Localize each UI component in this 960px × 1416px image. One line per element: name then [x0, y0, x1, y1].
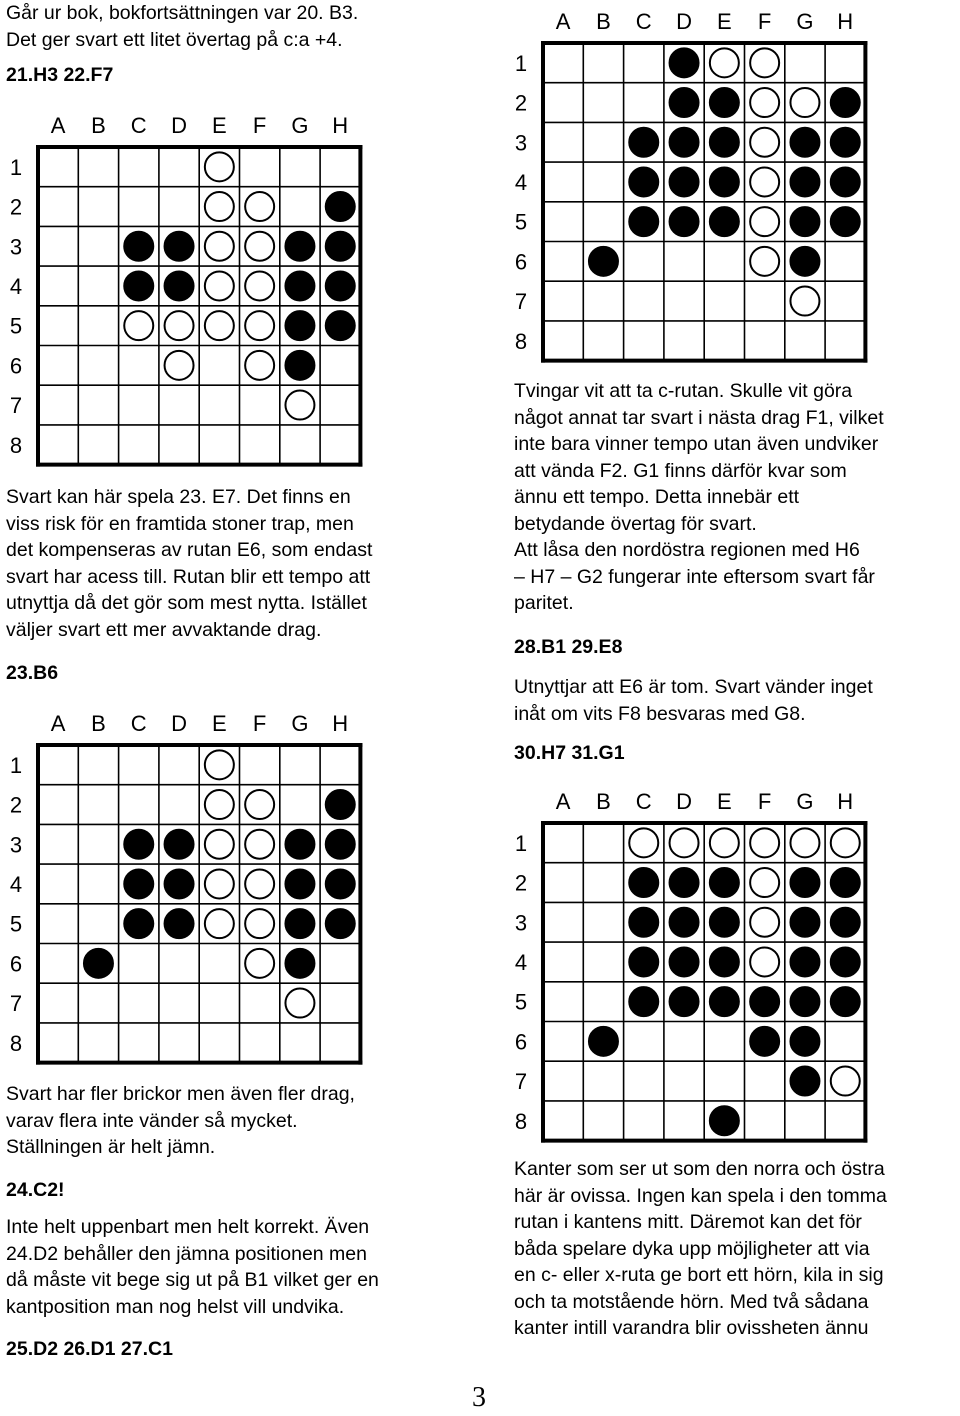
- row-label: 3: [514, 910, 528, 936]
- row-label: 5: [514, 989, 528, 1015]
- white-disc: [790, 828, 819, 857]
- white-disc: [245, 271, 274, 300]
- black-disc: [710, 868, 739, 897]
- intro-paragraph: Går ur bok, bokfortsättningen var 20. B3. Det ger svart ett litet övertag på c:a +4.: [6, 2, 359, 51]
- row-label: 5: [514, 209, 528, 235]
- black-disc: [165, 232, 194, 261]
- black-disc: [670, 868, 699, 897]
- page-number: 3: [472, 1382, 486, 1413]
- row-label: 2: [9, 194, 23, 220]
- black-disc: [670, 167, 699, 196]
- row-label: 3: [514, 130, 528, 156]
- row-label: 3: [9, 832, 23, 858]
- column-label: E: [212, 711, 227, 736]
- black-disc: [710, 947, 739, 976]
- othello-board-svg: [505, 0, 875, 380]
- white-disc: [245, 311, 274, 340]
- black-disc: [84, 949, 113, 978]
- row-label: 2: [9, 792, 23, 818]
- black-disc: [285, 351, 314, 380]
- column-label: H: [332, 113, 349, 138]
- white-disc: [124, 311, 153, 340]
- column-label: G: [291, 113, 309, 138]
- white-disc: [205, 192, 234, 221]
- black-disc: [710, 908, 739, 937]
- black-disc: [670, 947, 699, 976]
- black-disc: [750, 1027, 779, 1056]
- column-label: G: [796, 9, 814, 34]
- white-disc: [790, 287, 819, 316]
- row-label: 8: [514, 1108, 528, 1134]
- black-disc: [710, 128, 739, 157]
- black-disc: [790, 868, 819, 897]
- row-label: 6: [9, 951, 23, 977]
- black-disc: [670, 207, 699, 236]
- white-disc: [750, 48, 779, 77]
- column-label: A: [50, 711, 66, 736]
- analysis-paragraph-23: Svart kan här spela 23. E7. Det finns en viss risk för en framtida stoner trap, men det kompenseras av rutan E6, som endast svart har acess till. Rutan blir ett tempo att utnyttja då det gör som mest nytta. Istället väljer svart ett mer avvaktande drag.: [6, 486, 373, 641]
- row-label: 8: [514, 328, 528, 354]
- move-23: 23.B6: [6, 662, 59, 684]
- analysis-paragraph-30: Utnyttjar att E6 är tom. Svart vänder inget inåt om vits F8 besvaras med G8.: [514, 676, 873, 725]
- white-disc: [205, 909, 234, 938]
- black-disc: [629, 987, 658, 1016]
- black-disc: [790, 167, 819, 196]
- black-disc: [670, 128, 699, 157]
- othello-board-svg: [0, 702, 370, 1082]
- white-disc: [205, 152, 234, 181]
- black-disc: [165, 830, 194, 859]
- black-disc: [326, 232, 355, 261]
- row-label: 4: [9, 871, 23, 897]
- white-disc: [285, 989, 314, 1018]
- black-disc: [710, 167, 739, 196]
- column-label: D: [171, 113, 187, 138]
- black-disc: [790, 908, 819, 937]
- column-label: H: [837, 9, 854, 34]
- black-disc: [326, 311, 355, 340]
- white-disc: [750, 828, 779, 857]
- black-disc: [285, 909, 314, 938]
- column-label: E: [717, 789, 732, 814]
- board-after-31: [505, 780, 875, 1160]
- black-disc: [670, 908, 699, 937]
- white-disc: [710, 828, 739, 857]
- column-label: E: [212, 113, 227, 138]
- column-label: C: [130, 113, 147, 138]
- row-label: 8: [9, 1030, 23, 1056]
- black-disc: [326, 830, 355, 859]
- black-disc: [670, 48, 699, 77]
- black-disc: [629, 207, 658, 236]
- row-label: 6: [514, 1029, 528, 1055]
- white-disc: [670, 828, 699, 857]
- moves-30-31: 30.H7 31.G1: [514, 742, 625, 764]
- black-disc: [285, 271, 314, 300]
- white-disc: [285, 391, 314, 420]
- white-disc: [831, 1067, 860, 1096]
- white-disc: [165, 351, 194, 380]
- black-disc: [790, 207, 819, 236]
- move-24: 24.C2!: [6, 1179, 65, 1201]
- black-disc: [831, 868, 860, 897]
- column-label: D: [676, 9, 692, 34]
- black-disc: [326, 869, 355, 898]
- black-disc: [326, 909, 355, 938]
- analysis-paragraph-25: Inte helt uppenbart men helt korrekt. Även 24.D2 behåller den jämna positionen men då måste vit bege sig ut på B1 vilket ger en kantposition man nog helst vill undvika.: [6, 1216, 379, 1318]
- othello-board-svg: [0, 104, 370, 484]
- row-label: 4: [514, 169, 528, 195]
- black-disc: [831, 207, 860, 236]
- row-label: 2: [514, 870, 528, 896]
- column-label: H: [837, 789, 854, 814]
- row-label: 5: [9, 911, 23, 937]
- black-disc: [629, 868, 658, 897]
- column-label: B: [91, 711, 106, 736]
- column-label: B: [596, 789, 611, 814]
- black-disc: [165, 909, 194, 938]
- white-disc: [750, 207, 779, 236]
- analysis-paragraph-24: Svart har fler brickor men även fler drag, varav flera inte vänder så mycket. Ställningen är helt jämn.: [6, 1083, 355, 1158]
- row-label: 6: [514, 249, 528, 275]
- black-disc: [165, 869, 194, 898]
- white-disc: [831, 828, 860, 857]
- white-disc: [750, 908, 779, 937]
- row-label: 4: [9, 273, 23, 299]
- row-label: 4: [514, 949, 528, 975]
- black-disc: [790, 1027, 819, 1056]
- white-disc: [245, 830, 274, 859]
- row-label: 7: [514, 1069, 528, 1095]
- row-label: 1: [514, 50, 528, 76]
- black-disc: [165, 271, 194, 300]
- black-disc: [790, 987, 819, 1016]
- column-label: F: [757, 9, 772, 34]
- analysis-paragraph-28: Tvingar vit att ta c-rutan. Skulle vit göra något annat tar svart i nästa drag F1, vilket inte bara vinner tempo utan även undviker att vända F2. G1 finns därför kvar som ännu ett tempo. Detta innebär ett betydande övertag för svart. Att låsa den nordöstra regionen med H6 – H7 – G2 fungerar inte eftersom svart får paritet.: [514, 380, 884, 614]
- black-disc: [710, 207, 739, 236]
- board-after-23: [0, 702, 370, 1082]
- white-disc: [245, 790, 274, 819]
- white-disc: [245, 869, 274, 898]
- black-disc: [831, 947, 860, 976]
- row-label: 7: [9, 991, 23, 1017]
- white-disc: [205, 790, 234, 819]
- black-disc: [285, 830, 314, 859]
- black-disc: [629, 908, 658, 937]
- white-disc: [205, 232, 234, 261]
- black-disc: [124, 909, 153, 938]
- black-disc: [629, 947, 658, 976]
- white-disc: [205, 271, 234, 300]
- moves-28-29: 28.B1 29.E8: [514, 636, 623, 658]
- black-disc: [285, 311, 314, 340]
- white-disc: [750, 868, 779, 897]
- black-disc: [124, 271, 153, 300]
- edges-paragraph: Kanter som ser ut som den norra och östra här är ovissa. Ingen kan spela i den tomma rutan i kantens mitt. Däremot kan det för båda spelare dyka upp möjligheter att via en c- eller x-ruta ge bort ett hörn, kila in sig och ta motstående hörn. Med två sådana kanter intill varandra blir ovissheten ännu: [514, 1158, 887, 1339]
- white-disc: [245, 232, 274, 261]
- black-disc: [589, 1027, 618, 1056]
- column-label: E: [717, 9, 732, 34]
- black-disc: [710, 1106, 739, 1135]
- white-disc: [750, 128, 779, 157]
- black-disc: [831, 88, 860, 117]
- white-disc: [165, 311, 194, 340]
- moves-25-27: 25.D2 26.D1 27.C1: [6, 1338, 173, 1360]
- column-label: H: [332, 711, 349, 736]
- black-disc: [710, 88, 739, 117]
- white-disc: [205, 830, 234, 859]
- black-disc: [285, 232, 314, 261]
- black-disc: [831, 167, 860, 196]
- black-disc: [790, 128, 819, 157]
- black-disc: [124, 830, 153, 859]
- black-disc: [831, 908, 860, 937]
- black-disc: [831, 987, 860, 1016]
- board-after-27: [505, 0, 875, 380]
- column-label: C: [635, 9, 652, 34]
- column-label: F: [757, 789, 772, 814]
- row-label: 8: [9, 432, 23, 458]
- black-disc: [285, 949, 314, 978]
- column-label: D: [676, 789, 692, 814]
- black-disc: [710, 987, 739, 1016]
- row-label: 7: [514, 289, 528, 315]
- row-label: 1: [9, 154, 23, 180]
- black-disc: [589, 247, 618, 276]
- white-disc: [245, 192, 274, 221]
- white-disc: [205, 750, 234, 779]
- black-disc: [750, 987, 779, 1016]
- column-label: B: [596, 9, 611, 34]
- black-disc: [790, 947, 819, 976]
- column-label: F: [252, 711, 267, 736]
- black-disc: [629, 128, 658, 157]
- column-label: A: [555, 9, 571, 34]
- row-label: 6: [9, 353, 23, 379]
- row-label: 1: [9, 752, 23, 778]
- white-disc: [750, 88, 779, 117]
- column-label: G: [796, 789, 814, 814]
- row-label: 7: [9, 393, 23, 419]
- white-disc: [790, 88, 819, 117]
- white-disc: [750, 947, 779, 976]
- row-label: 3: [9, 234, 23, 260]
- black-disc: [670, 987, 699, 1016]
- moves-21-22: 21.H3 22.F7: [6, 64, 114, 86]
- black-disc: [831, 128, 860, 157]
- white-disc: [629, 828, 658, 857]
- black-disc: [790, 1067, 819, 1096]
- white-disc: [205, 311, 234, 340]
- column-label: F: [252, 113, 267, 138]
- column-label: C: [635, 789, 652, 814]
- white-disc: [750, 167, 779, 196]
- black-disc: [124, 869, 153, 898]
- column-label: A: [555, 789, 571, 814]
- white-disc: [750, 247, 779, 276]
- column-label: B: [91, 113, 106, 138]
- black-disc: [790, 247, 819, 276]
- black-disc: [326, 192, 355, 221]
- white-disc: [205, 869, 234, 898]
- white-disc: [710, 48, 739, 77]
- column-label: G: [291, 711, 309, 736]
- black-disc: [670, 88, 699, 117]
- row-label: 2: [514, 90, 528, 116]
- white-disc: [245, 351, 274, 380]
- black-disc: [629, 167, 658, 196]
- black-disc: [326, 271, 355, 300]
- column-label: A: [50, 113, 66, 138]
- black-disc: [124, 232, 153, 261]
- row-label: 5: [9, 313, 23, 339]
- row-label: 1: [514, 830, 528, 856]
- board-after-22: [0, 104, 370, 484]
- column-label: D: [171, 711, 187, 736]
- black-disc: [326, 790, 355, 819]
- white-disc: [245, 909, 274, 938]
- column-label: C: [130, 711, 147, 736]
- black-disc: [285, 869, 314, 898]
- white-disc: [245, 949, 274, 978]
- othello-board-svg: [505, 780, 875, 1160]
